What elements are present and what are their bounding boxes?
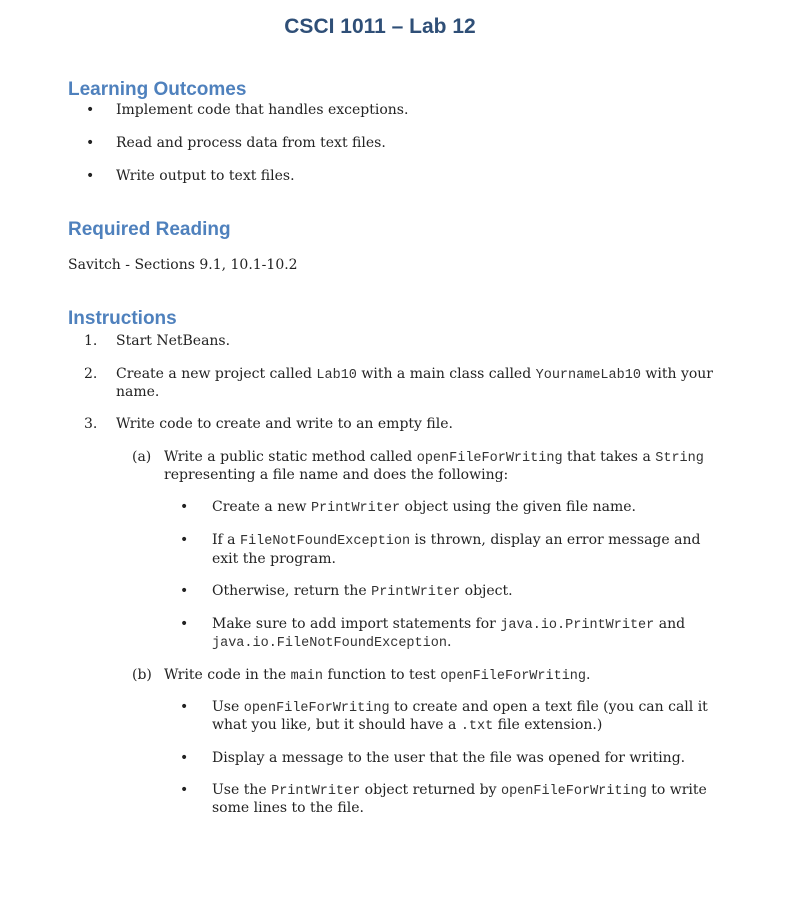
bullet-icon: • xyxy=(180,532,189,548)
substep-a-bullet-4: Make sure to add import statements for java.io.PrintWriter and xyxy=(212,616,686,633)
substep-b-bullet-2: Display a message to the user that the file was opened for writing. xyxy=(212,750,686,766)
substep-a-bullet-4-cont: java.io.FileNotFoundException. xyxy=(212,634,452,651)
substep-a-line-2: representing a file name and does the following: xyxy=(164,467,509,483)
outcome-item: Implement code that handles exceptions. xyxy=(116,102,409,118)
step-number: 1. xyxy=(84,333,98,349)
bullet-icon: • xyxy=(86,135,95,151)
bullet-icon: • xyxy=(180,583,189,599)
step-number: 2. xyxy=(84,366,98,382)
bullet-icon: • xyxy=(180,782,189,798)
substep-a-bullet-3: Otherwise, return the PrintWriter object. xyxy=(212,583,513,600)
page-title: CSCI 1011 – Lab 12 xyxy=(284,15,476,38)
step-2-line-1: Create a new project called Lab10 with a main class called YournameLab10 with your xyxy=(116,366,714,383)
bullet-icon: • xyxy=(180,499,189,515)
substep-a-bullet-2-cont: exit the program. xyxy=(212,551,336,567)
step-2-line-2: name. xyxy=(116,384,160,400)
substep-b-bullet-1: Use openFileForWriting to create and open a text file (you can call it xyxy=(212,699,708,716)
substep-a-line-1: Write a public static method called openFileForWriting that takes a String xyxy=(164,449,704,466)
outcome-item: Read and process data from text files. xyxy=(116,135,386,151)
step-3-text: Write code to create and write to an empty file. xyxy=(116,416,453,432)
step-number: 3. xyxy=(84,416,98,432)
instructions-heading: Instructions xyxy=(68,308,177,329)
substep-label: (b) xyxy=(132,667,152,683)
bullet-icon: • xyxy=(180,616,189,632)
step-1-text: Start NetBeans. xyxy=(116,333,231,349)
reading-text: Savitch - Sections 9.1, 10.1-10.2 xyxy=(68,257,298,273)
bullet-icon: • xyxy=(180,699,189,715)
learning-outcomes-heading: Learning Outcomes xyxy=(68,79,247,100)
substep-b-bullet-1-cont: what you like, but it should have a .txt file extension.) xyxy=(212,717,603,734)
outcome-item: Write output to text files. xyxy=(116,168,295,184)
substep-a-bullet-2: If a FileNotFoundException is thrown, display an error message and xyxy=(212,532,701,549)
required-reading-heading: Required Reading xyxy=(68,219,231,240)
substep-a-bullet-1: Create a new PrintWriter object using the given file name. xyxy=(212,499,636,516)
substep-label: (a) xyxy=(132,449,152,465)
bullet-icon: • xyxy=(86,168,95,184)
substep-b-line-1: Write code in the main function to test openFileForWriting. xyxy=(164,667,591,684)
substep-b-bullet-3-cont: some lines to the file. xyxy=(212,800,364,816)
bullet-icon: • xyxy=(180,750,189,766)
bullet-icon: • xyxy=(86,102,95,118)
substep-b-bullet-3: Use the PrintWriter object returned by openFileForWriting to write xyxy=(212,782,707,799)
